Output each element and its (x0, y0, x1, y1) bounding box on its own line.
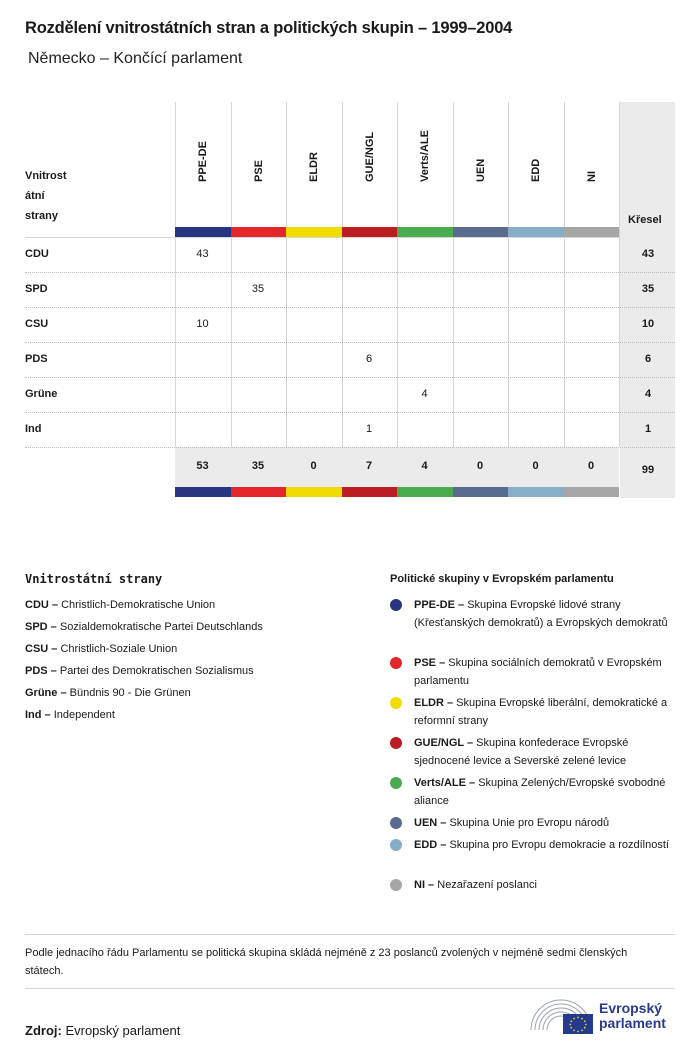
footnote: Podle jednacího řádu Parlamentu se politická skupina skládá nejméně z 23 poslanců zvolených v nejméně sedmi členských státech. (25, 947, 628, 977)
seat-value: 6 (365, 353, 373, 365)
group-total: 4 (421, 460, 428, 472)
legend-swatch (390, 839, 402, 851)
legend-description: Skupina sociálních demokratů v Evropském parlamentu (414, 657, 662, 687)
legend-abbr: Verts/ALE – (414, 777, 476, 789)
column-divider (286, 102, 287, 447)
row-label-pds: PDS (25, 353, 48, 365)
row-seat-total: 35 (641, 283, 655, 295)
group-color-bar (397, 227, 453, 237)
group-color-bar (508, 487, 564, 497)
row-label-csu: CSU (25, 318, 49, 330)
group-color-bar (564, 227, 620, 237)
national-parties-legend (25, 598, 365, 730)
row-seat-total: 4 (644, 388, 652, 400)
seat-value: 4 (421, 388, 428, 400)
row-seat-total: 6 (644, 353, 652, 365)
legend-swatch (390, 879, 402, 891)
seats-column-background (620, 102, 675, 498)
group-color-bar (286, 227, 342, 237)
row-divider (25, 412, 675, 413)
group-header-edd: EDD (530, 158, 542, 182)
legend-abbr: PSE – (414, 657, 446, 669)
legend-text (414, 654, 676, 690)
legend-swatch (390, 817, 402, 829)
legend-swatch (390, 657, 402, 669)
group-header-ppede: PPE-DE (197, 141, 209, 182)
source-line: Zdroj: Evropský parlament (25, 1023, 181, 1038)
group-header-pse: PSE (252, 159, 265, 182)
group-total: 0 (532, 460, 539, 472)
header-divider (25, 237, 620, 238)
legend-item (25, 708, 365, 730)
legend-abbr: SPD – (25, 621, 57, 633)
row-label-spd: SPD (25, 283, 48, 295)
legend-abbr: UEN – (414, 817, 447, 829)
page-subtitle: Německo – Končící parlament (28, 50, 243, 67)
legend-abbr: GUE/NGL – (414, 737, 474, 749)
group-color-bar (453, 487, 509, 497)
national-parties-column-header: Vnitrost átní strany (25, 170, 67, 222)
divider (25, 934, 675, 935)
group-color-bar (286, 487, 342, 497)
legend-abbr: NI – (414, 879, 435, 891)
legend-text: Independent (50, 709, 115, 721)
row-divider (25, 377, 675, 378)
group-total: 0 (310, 460, 317, 472)
row-seat-total: 10 (641, 318, 655, 330)
legend-swatch (390, 697, 402, 709)
legend-description: Skupina pro Evropu demokracie a rozdílností (446, 839, 669, 851)
group-color-bar (342, 227, 398, 237)
legend-swatch (390, 599, 402, 611)
group-header-vertsale: Verts/ALE (419, 130, 431, 182)
row-divider (25, 307, 675, 308)
row-divider (25, 272, 675, 273)
legend-description: Skupina Zelených/Evropské svobodné aliance (414, 777, 666, 807)
seat-value: 35 (251, 283, 265, 295)
group-total: 35 (251, 460, 265, 472)
legend-swatch (390, 737, 402, 749)
group-color-bar (564, 487, 620, 497)
grand-total: 99 (641, 464, 655, 476)
legend-description: Skupina Evropské lidové strany (Křesťanských demokratů) a Evropských demokratů (414, 599, 668, 629)
group-header-eldr: ELDR (308, 152, 320, 182)
legend-abbr: Ind – (25, 709, 51, 721)
column-divider (175, 102, 176, 447)
group-color-bar (175, 487, 231, 497)
group-color-bar (231, 227, 287, 237)
legend-description: Skupina Unie pro Evropu národů (446, 817, 610, 829)
row-label-grüne: Grüne (25, 388, 58, 400)
seats-column-header: Křesel (628, 214, 662, 226)
legend-text (414, 876, 676, 894)
group-color-bar (508, 227, 564, 237)
legend-abbr: Grüne – (25, 687, 67, 699)
group-header-uen: UEN (474, 158, 487, 182)
legend-abbr: PDS – (25, 665, 57, 677)
legend-text (414, 836, 676, 854)
legend-text: Partei des Demokratischen Sozialismus (56, 665, 254, 677)
group-header-ni: NI (585, 171, 598, 182)
row-label-ind: Ind (25, 423, 42, 435)
legend-text (414, 596, 676, 632)
legend-text (414, 774, 676, 810)
group-color-bar (397, 487, 453, 497)
group-header-guengl: GUE/NGL (363, 131, 376, 182)
row-seat-total: 1 (644, 423, 652, 435)
national-parties-legend-title: Vnitrostátní strany (25, 572, 163, 586)
legend-text: Christlich-Demokratische Union (58, 599, 216, 611)
group-total: 0 (587, 460, 595, 472)
group-color-bar (453, 227, 509, 237)
legend-description: Skupina Evropské liberální, demokratické a reformní strany (414, 697, 668, 727)
column-divider (564, 102, 565, 447)
legend-item (25, 642, 365, 664)
column-divider (508, 102, 509, 447)
group-color-bar (231, 487, 287, 497)
row-seat-total: 43 (641, 248, 655, 260)
legend-text (414, 814, 676, 832)
seat-value: 1 (365, 423, 373, 435)
column-divider (453, 102, 454, 447)
row-divider (25, 342, 675, 343)
legend-item (25, 664, 365, 686)
legend-text: Bündnis 90 - Die Grünen (66, 687, 191, 699)
group-total: 7 (365, 460, 373, 472)
hemicycle-emblem-icon (529, 996, 595, 1036)
group-total: 0 (476, 460, 484, 472)
legend-item (25, 686, 365, 708)
group-total: 53 (196, 460, 209, 472)
legend-description: Nezařazení poslanci (434, 879, 537, 891)
divider (25, 988, 675, 989)
seat-value: 10 (196, 318, 209, 330)
row-label-cdu: CDU (25, 248, 49, 260)
page-title: Rozdělení vnitrostátních stran a politických skupin – 1999–2004 (25, 19, 513, 37)
legend-abbr: CSU – (25, 643, 58, 655)
legend-item (25, 598, 365, 620)
seat-value: 43 (196, 248, 209, 260)
legend-text (414, 694, 676, 730)
group-color-bar (342, 487, 398, 497)
legend-item (25, 620, 365, 642)
legend-swatch (390, 777, 402, 789)
political-groups-legend-title: Politické skupiny v Evropském parlamentu (390, 573, 614, 585)
european-parliament-logo: Evropský parlament (529, 996, 677, 1036)
legend-text: Sozialdemokratische Partei Deutschlands (56, 621, 263, 633)
column-divider (231, 102, 232, 447)
legend-abbr: PPE-DE – (414, 599, 465, 611)
group-color-bar (175, 227, 231, 237)
legend-text: Christlich-Soziale Union (57, 643, 178, 655)
legend-abbr: ELDR – (414, 697, 454, 709)
seat-distribution-table (25, 102, 675, 498)
row-divider (25, 447, 675, 448)
legend-abbr: EDD – (414, 839, 447, 851)
legend-abbr: CDU – (25, 599, 59, 611)
column-divider (342, 102, 343, 447)
legend-text (414, 734, 676, 770)
legend-description: Skupina konfederace Evropské sjednocené levice a Severské zelené levice (414, 737, 629, 767)
